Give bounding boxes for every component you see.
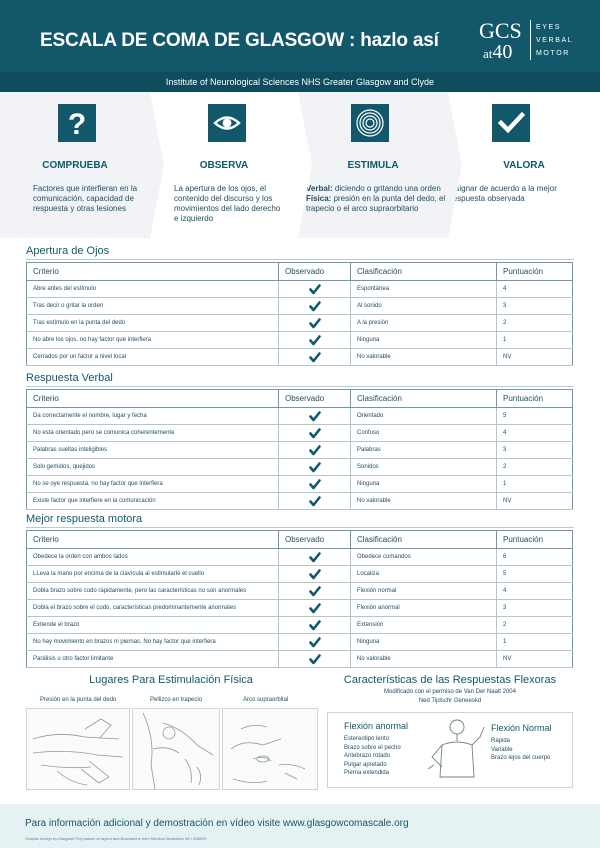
table-row — [27, 493, 573, 510]
verbal-table — [26, 389, 573, 510]
clasificacion-cell: Espontánea — [351, 281, 497, 298]
checkmark-icon — [309, 448, 321, 454]
puntuacion-cell: NV — [497, 349, 573, 366]
puntuacion-cell: 1 — [497, 476, 573, 493]
motor-section-title: Mejor respuesta motora — [26, 513, 143, 525]
clasificacion-cell: Flexión normal — [351, 583, 497, 600]
clasificacion-cell: A la presión — [351, 315, 497, 332]
checkmark-icon — [309, 338, 321, 344]
footer-info-text: Para información adicional y demostración en vídeo visite www.glasgowcomascale.org — [25, 818, 409, 829]
clasificacion-cell: Extensión — [351, 617, 497, 634]
checkmark-icon — [492, 104, 530, 142]
col-clasificacion: Clasificación — [351, 263, 497, 281]
logo-gcs-text: GCS — [479, 18, 522, 43]
logo-words — [536, 21, 573, 60]
table-row — [27, 408, 573, 425]
table-row — [27, 617, 573, 634]
list-item: Brazo lejos del cuerpo — [491, 755, 551, 761]
table-row — [27, 476, 573, 493]
table-row — [27, 459, 573, 476]
clasificacion-cell: No valorable — [351, 493, 497, 510]
col-puntuacion: Puntuación — [497, 263, 573, 281]
logo-at40-text — [483, 41, 512, 64]
criterio-cell: Extiende el brazo — [27, 617, 279, 634]
step-comprueba — [0, 92, 150, 238]
clasificacion-cell: Orientado — [351, 408, 497, 425]
clasificacion-cell: Al sonido — [351, 298, 497, 315]
observed-cell — [279, 442, 351, 459]
section-rule — [26, 386, 574, 387]
puntuacion-cell: 4 — [497, 583, 573, 600]
stim-label-trapezius: Pellizco en trapecio — [150, 697, 203, 703]
checkmark-icon — [309, 589, 321, 595]
clasificacion-cell: Ninguna — [351, 476, 497, 493]
puntuacion-cell: 1 — [497, 332, 573, 349]
puntuacion-cell: NV — [497, 493, 573, 510]
clasificacion-cell: Localiza — [351, 566, 497, 583]
clasificacion-cell: Sonidos — [351, 459, 497, 476]
checkmark-icon — [309, 555, 321, 561]
table-row — [27, 425, 573, 442]
checkmark-icon — [309, 355, 321, 361]
puntuacion-cell: 4 — [497, 281, 573, 298]
step-label: ESTIMULA — [347, 160, 399, 171]
logo-at: at — [483, 46, 493, 61]
observed-cell — [279, 617, 351, 634]
clasificacion-cell: Obedece comandos — [351, 549, 497, 566]
question-icon — [58, 104, 96, 142]
logo-word-eyes: EYES — [536, 24, 562, 31]
observed-cell — [279, 349, 351, 366]
table-row — [27, 566, 573, 583]
normal-flexion-list — [491, 737, 550, 763]
checkmark-icon — [309, 287, 321, 293]
observed-cell — [279, 493, 351, 510]
clasificacion-cell: Ninguna — [351, 634, 497, 651]
criterio-cell: No abre los ojos, no hay factor que interfiera — [27, 332, 279, 349]
puntuacion-cell: 3 — [497, 600, 573, 617]
observed-cell — [279, 566, 351, 583]
step-label: VALORA — [503, 160, 545, 171]
list-item: Estereotipo lento — [344, 736, 390, 742]
criterio-cell: No hay movimiento en brazos ni piernas. No hay factor que interfiera — [27, 634, 279, 651]
criterio-cell: Solo gemidos, quejidos — [27, 459, 279, 476]
motor-table — [26, 530, 573, 668]
table-row — [27, 281, 573, 298]
step-description: La apertura de los ojos, el contenido del discurso y los movimientos del lado derecho e izquierdo — [174, 184, 281, 223]
puntuacion-cell: NV — [497, 651, 573, 668]
checkmark-icon — [309, 321, 321, 327]
list-item: Rápida — [491, 738, 511, 744]
criterio-cell: No se oye respuesta, no hay factor que interfiera — [27, 476, 279, 493]
logo-word-motor: MOTOR — [536, 50, 570, 57]
table-row — [27, 583, 573, 600]
checkmark-icon — [309, 465, 321, 471]
step-description: Factores que interfieran en la comunicación, capacidad de respuesta y otras lesiones — [33, 184, 138, 213]
logo-40: 40 — [492, 41, 513, 63]
col-criterio: Criterio — [27, 531, 279, 549]
col-puntuacion: Puntuación — [497, 390, 573, 408]
col-observado: Observado — [279, 263, 351, 281]
criterio-cell: Palabras sueltas inteligibles — [27, 442, 279, 459]
criterio-cell: Da correctamente el nombre, lugar y fecha — [27, 408, 279, 425]
checkmark-icon — [309, 657, 321, 663]
table-row — [27, 315, 573, 332]
flexion-title: Características de las Respuestas Flexoras — [343, 674, 557, 686]
col-criterio: Criterio — [27, 390, 279, 408]
step-arrow — [298, 92, 312, 238]
checkmark-icon — [309, 499, 321, 505]
stim-label-supraorbital: Arco supraorbital — [243, 697, 289, 703]
observed-cell — [279, 425, 351, 442]
stimulus-physical-text: presión en la punta del dedo, el trapecio o el arco supraorbitario — [306, 194, 446, 213]
footer-credit: Graphic design by Margaret Frej based on layout and illustrations from Medical Illustration MI • 268093 — [25, 836, 207, 841]
table-row — [27, 651, 573, 668]
puntuacion-cell: 4 — [497, 425, 573, 442]
clasificacion-cell: Flexión anormal — [351, 600, 497, 617]
criterio-cell: Cerrados por un factor a nivel local — [27, 349, 279, 366]
eyes-table — [26, 262, 573, 366]
stimulus-verbal-text: diciendo o gritando una orden — [332, 184, 441, 193]
svg-text:?: ? — [67, 108, 87, 141]
observed-cell — [279, 332, 351, 349]
puntuacion-cell: 3 — [497, 298, 573, 315]
clasificacion-cell: No valorable — [351, 349, 497, 366]
step-description — [306, 184, 446, 214]
stim-label-fingertip: Presión en la punta del dedo — [40, 697, 117, 703]
step-arrow — [448, 92, 462, 238]
puntuacion-cell: 2 — [497, 617, 573, 634]
abnormal-flexion-title: Flexión anormal — [344, 721, 409, 731]
list-item: Antebrazo rotado — [344, 753, 391, 759]
list-item: Pierna extendida — [344, 770, 390, 776]
criterio-cell: Existe factor que interfiere en la comunicación — [27, 493, 279, 510]
col-observado: Observado — [279, 531, 351, 549]
fingertip-pressure-illustration — [26, 708, 130, 790]
col-clasificacion: Clasificación — [351, 390, 497, 408]
checkmark-icon — [309, 572, 321, 578]
table-row — [27, 349, 573, 366]
col-criterio: Criterio — [27, 263, 279, 281]
clasificacion-cell: Ninguna — [351, 332, 497, 349]
clasificacion-cell: Confuso — [351, 425, 497, 442]
trapezius-pinch-illustration — [132, 708, 220, 790]
observed-cell — [279, 634, 351, 651]
stimulation-title: Lugares Para Estimulación Física — [89, 674, 253, 686]
concentric-circles-icon — [351, 104, 389, 142]
step-label: OBSERVA — [199, 160, 249, 171]
observed-cell — [279, 315, 351, 332]
normal-flexion-title: Flexión Normal — [491, 723, 552, 733]
step-description: Asignar de acuerdo a la mejor respuesta observada — [450, 184, 557, 203]
gcs-at-40-logo — [479, 18, 584, 64]
step-valora — [448, 92, 600, 238]
flexion-panel — [327, 712, 573, 788]
eyes-section-title: Apertura de Ojos — [26, 245, 110, 257]
criterio-cell: LLeva la mano por encima de la clavícula al estimularle el cuello — [27, 566, 279, 583]
table-row — [27, 442, 573, 459]
step-label: COMPRUEBA — [42, 160, 108, 171]
flexion-credit-1: Modificado con el permiso de Van Der Naalt 2004 — [384, 689, 516, 695]
supraorbital-pressure-illustration — [222, 708, 318, 790]
step-observa — [150, 92, 298, 238]
criterio-cell: Abre antes del estímulo — [27, 281, 279, 298]
criterio-cell: Obedece la orden con ambos lados — [27, 549, 279, 566]
footer — [0, 804, 600, 848]
eye-icon — [208, 104, 246, 142]
flexion-credit-2: Ned Tijdschr Geneeskd — [418, 698, 482, 704]
step-estimula — [298, 92, 448, 238]
verbal-section-title: Respuesta Verbal — [26, 372, 113, 384]
criterio-cell: Tras estímulo en la punta del dedo — [27, 315, 279, 332]
flexion-figure-illustration — [422, 715, 492, 785]
header-banner — [0, 0, 600, 72]
table-row — [27, 549, 573, 566]
checkmark-icon — [309, 606, 321, 612]
institute-subtitle: Institute of Neurological Sciences NHS Greater Glasgow and Clyde — [0, 72, 600, 92]
step-arrow — [150, 92, 164, 238]
logo-word-verbal: VERBAL — [536, 37, 574, 44]
checkmark-icon — [309, 482, 321, 488]
puntuacion-cell: 1 — [497, 634, 573, 651]
list-item: Brazo sobre el pecho — [344, 744, 401, 751]
observed-cell — [279, 459, 351, 476]
observed-cell — [279, 408, 351, 425]
puntuacion-cell: 6 — [497, 549, 573, 566]
table-row — [27, 600, 573, 617]
observed-cell — [279, 298, 351, 315]
criterio-cell: Dobla brazo sobre codo rápidamente, pero las características no son anormales — [27, 583, 279, 600]
table-row — [27, 634, 573, 651]
checkmark-icon — [309, 623, 321, 629]
observed-cell — [279, 651, 351, 668]
steps-row — [0, 92, 600, 238]
observed-cell — [279, 583, 351, 600]
criterio-cell: No está orientado pero se comunica coherentemente — [27, 425, 279, 442]
observed-cell — [279, 600, 351, 617]
checkmark-icon — [309, 431, 321, 437]
list-item: Variable — [491, 746, 513, 753]
page-title: ESCALA DE COMA DE GLASGOW : hazlo así — [40, 30, 439, 51]
observed-cell — [279, 281, 351, 298]
observed-cell — [279, 476, 351, 493]
section-rule — [26, 259, 574, 260]
stimulus-physical-label: Física: — [306, 194, 332, 203]
puntuacion-cell: 2 — [497, 315, 573, 332]
table-row — [27, 298, 573, 315]
criterio-cell: Tras decir o gritar la orden — [27, 298, 279, 315]
abnormal-flexion-list — [344, 735, 401, 778]
section-rule — [26, 527, 574, 528]
list-item: Pulgar apretado — [344, 761, 387, 768]
clasificacion-cell: No valorable — [351, 651, 497, 668]
clasificacion-cell: Palabras — [351, 442, 497, 459]
criterio-cell: Parálisis u otro factor limitante — [27, 651, 279, 668]
logo-divider — [530, 20, 531, 60]
puntuacion-cell: 5 — [497, 408, 573, 425]
criterio-cell: Dobla el brazo sobre el codo, características predominantemente anormales — [27, 600, 279, 617]
table-row — [27, 332, 573, 349]
col-clasificacion: Clasificación — [351, 531, 497, 549]
checkmark-icon — [309, 640, 321, 646]
observed-cell — [279, 549, 351, 566]
checkmark-icon — [309, 414, 321, 420]
col-observado: Observado — [279, 390, 351, 408]
puntuacion-cell: 3 — [497, 442, 573, 459]
checkmark-icon — [309, 304, 321, 310]
puntuacion-cell: 5 — [497, 566, 573, 583]
col-puntuacion: Puntuación — [497, 531, 573, 549]
stimulus-verbal-label: Verbal: — [306, 184, 333, 193]
puntuacion-cell: 2 — [497, 459, 573, 476]
